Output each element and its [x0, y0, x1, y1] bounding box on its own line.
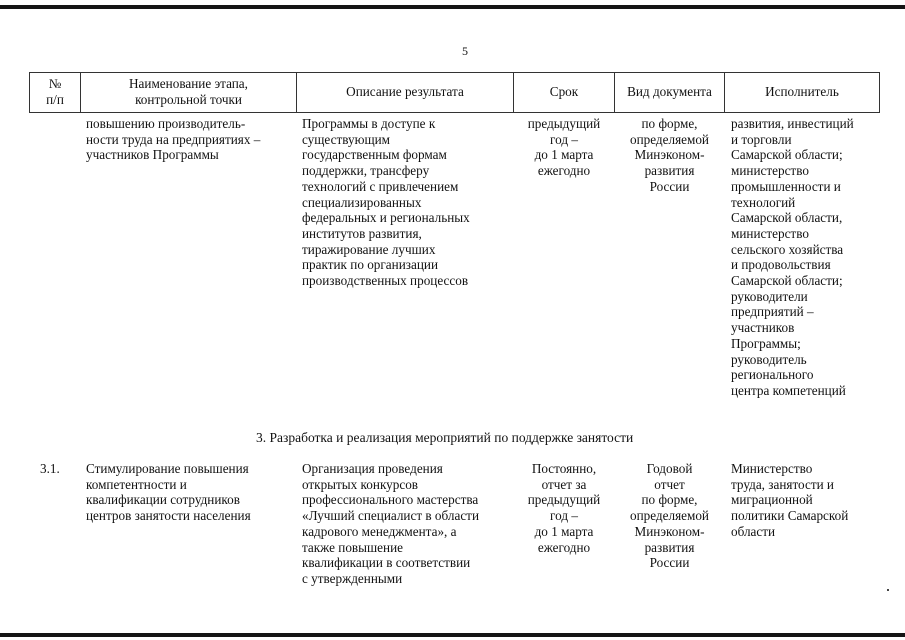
header-doc-type: Вид документа: [627, 84, 712, 100]
row-3-1-result: Организация проведения открытых конкурсов профессионального мастерства «Лучший специалист в области кадрового менеджмента», а также повышение квалификации в соответствии с утвержденными: [302, 461, 480, 586]
prev-row-executor: развития, инвестиций и торговли Самарской области; министерство промышленности и технологий Самарской области, министерство сельского хозяйства и продовольствия Самарской области; руководители предприятий – участников Программы; руководитель регионального центра компетенций: [731, 116, 854, 398]
scan-bottom-border: [0, 633, 905, 637]
prev-row-doc-type: по форме, определяемой Минэконом- развития России: [630, 116, 709, 194]
section-title: 3. Разработка и реализация мероприятий по поддержке занятости: [256, 430, 634, 445]
row-3-1-term: Постоянно, отчет за предыдущий год – до 1 марта ежегодно: [527, 461, 601, 555]
header-result: Описание результата: [346, 84, 464, 100]
header-term: Срок: [549, 84, 579, 100]
header-divider-7: [879, 72, 880, 113]
prev-row-term: предыдущий год – до 1 марта ежегодно: [527, 116, 601, 179]
header-executor: Исполнитель: [765, 84, 839, 100]
row-3-1-executor: Министерство труда, занятости и миграционной политики Самарской области: [731, 461, 849, 539]
prev-row-result: Программы в доступе к существующим государственным формам поддержки, трансферу технологий с привлечением специализированных федеральных и региональных институтов развития, тиражирование лучших практик по организации производственных процессов: [302, 116, 470, 289]
header-line-bottom: [29, 112, 880, 113]
page-number: 5: [462, 44, 468, 58]
prev-row-stage: повышению производитель- ности труда на предприятиях – участников Программы: [86, 116, 261, 163]
scan-top-border: [0, 5, 905, 9]
header-num: № п/п: [46, 76, 64, 107]
row-3-1-stage: Стимулирование повышения компетентности и квалификации сотрудников центров занятости населения: [86, 461, 251, 524]
row-3-1-num: 3.1.: [40, 461, 60, 476]
scan-speck: [887, 589, 889, 591]
row-3-1-doc-type: Годовой отчет по форме, определяемой Минэконом- развития России: [630, 461, 709, 571]
header-stage: Наименование этапа, контрольной точки: [129, 76, 248, 107]
